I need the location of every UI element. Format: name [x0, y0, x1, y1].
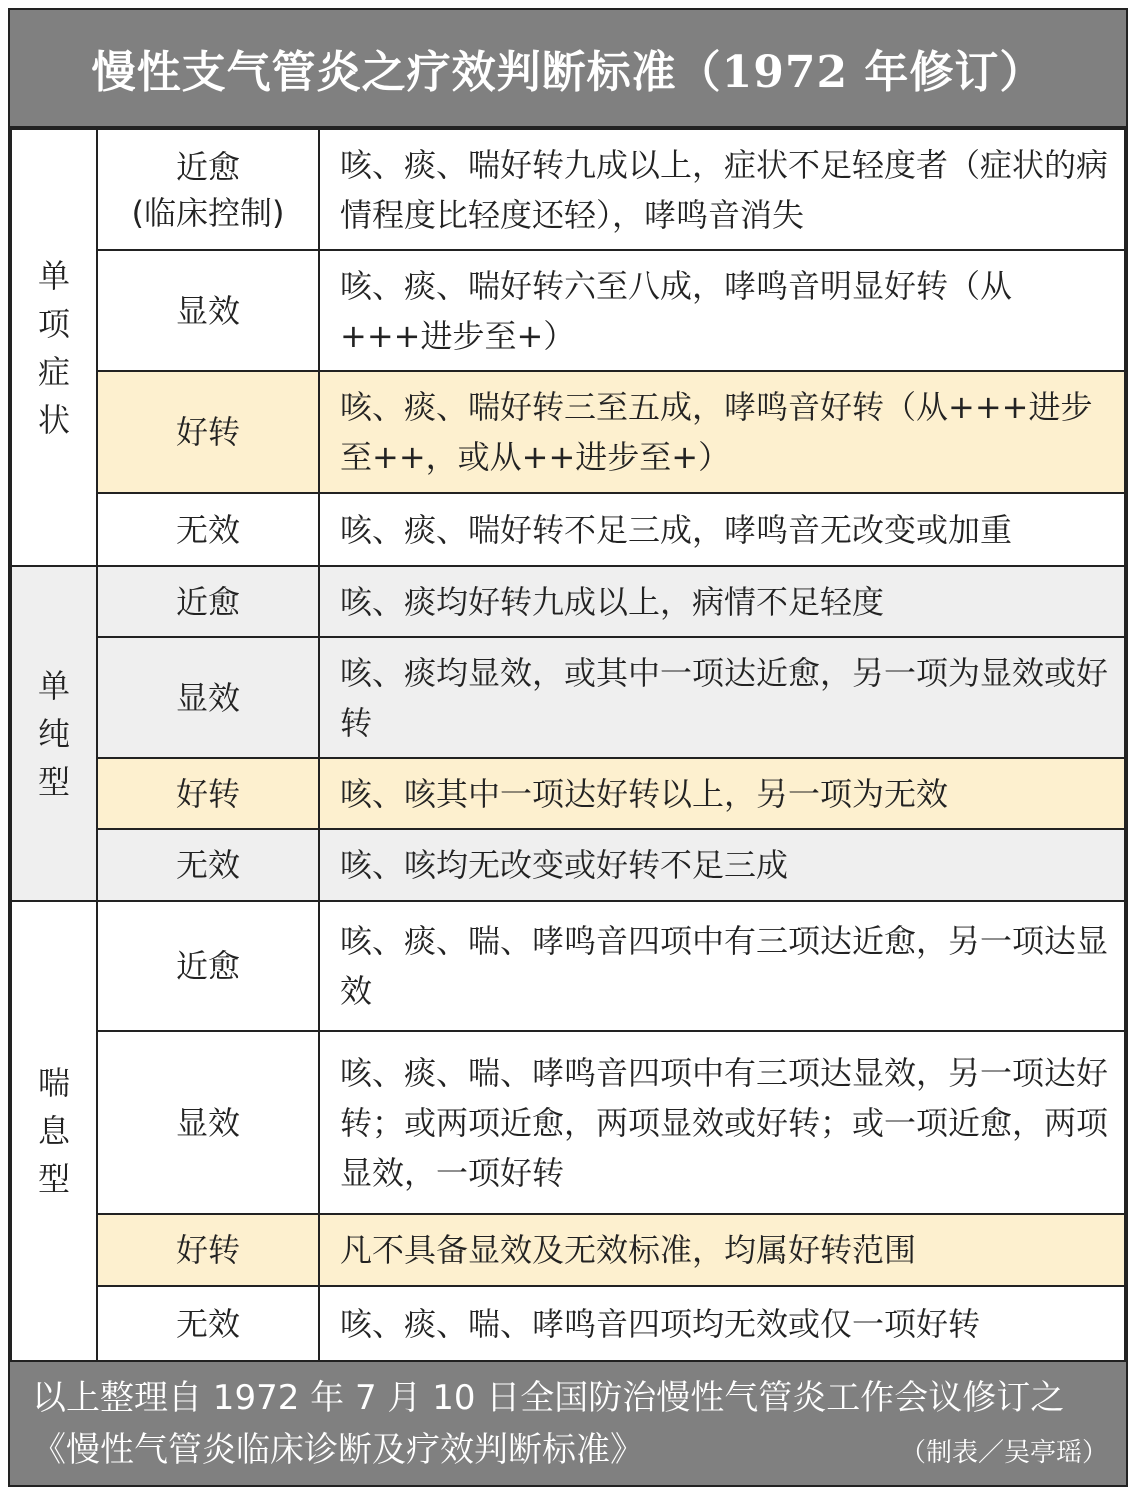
- table-row: [11, 566, 1125, 637]
- table-row: [11, 1031, 1125, 1214]
- level-cell: 好转: [97, 758, 319, 829]
- source-footer: [10, 1360, 1126, 1485]
- criteria-table: [10, 128, 1126, 1362]
- level-cell: 好转: [97, 1214, 319, 1286]
- desc-cell: 凡不具备显效及无效标准，均属好转范围: [319, 1214, 1125, 1286]
- level-cell: 无效: [97, 1286, 319, 1361]
- level-cell: 近愈: [97, 901, 319, 1031]
- group-cell-simple-type: 单纯型: [11, 566, 97, 901]
- table-frame: [8, 8, 1128, 1487]
- level-cell: 显效: [97, 1031, 319, 1214]
- table-row: [11, 1286, 1125, 1361]
- desc-cell: 咳、痰、喘、哮鸣音四项中有三项达近愈，另一项达显效: [319, 901, 1125, 1031]
- table-row: [11, 637, 1125, 758]
- desc-cell: 咳、咳其中一项达好转以上，另一项为无效: [319, 758, 1125, 829]
- group-cell-asthmatic-type: 喘息型: [11, 901, 97, 1361]
- desc-cell: 咳、咳均无改变或好转不足三成: [319, 829, 1125, 901]
- table-row: [11, 758, 1125, 829]
- level-cell: 无效: [97, 829, 319, 901]
- source-line: 以上整理自 1972 年 7 月 10 日全国防治慢性气管炎工作会议修订之: [32, 1378, 1065, 1418]
- page-title: 慢性支气管炎之疗效判断标准（1972 年修订）: [10, 10, 1126, 128]
- source-document-title: 《慢性气管炎临床诊断及疗效判断标准》: [32, 1430, 644, 1470]
- level-cell: 无效: [97, 493, 319, 566]
- desc-cell: 咳、痰、喘、哮鸣音四项中有三项达显效，另一项达好转；或两项近愈，两项显效或好转；或一项近愈，两项显效，一项好转: [319, 1031, 1125, 1214]
- level-cell: 好转: [97, 371, 319, 493]
- level-cell: 显效: [97, 250, 319, 371]
- desc-cell: 咳、痰、喘好转不足三成，哮鸣音无改变或加重: [319, 493, 1125, 566]
- table-row: [11, 493, 1125, 566]
- level-cell: 显效: [97, 637, 319, 758]
- table-row: [11, 829, 1125, 901]
- table-row: [11, 901, 1125, 1031]
- desc-cell: 咳、痰、喘好转六至八成，哮鸣音明显好转（从+++进步至+）: [319, 250, 1125, 371]
- desc-cell: 咳、痰均显效，或其中一项达近愈，另一项为显效或好转: [319, 637, 1125, 758]
- table-row: [11, 129, 1125, 250]
- table-row: [11, 1214, 1125, 1286]
- desc-cell: 咳、痰均好转九成以上，病情不足轻度: [319, 566, 1125, 637]
- group-cell-single-symptom: 单项症状: [11, 129, 97, 566]
- desc-cell: 咳、痰、喘好转三至五成，哮鸣音好转（从+++进步至++，或从++进步至+）: [319, 371, 1125, 493]
- desc-cell: 咳、痰、喘、哮鸣音四项均无效或仅一项好转: [319, 1286, 1125, 1361]
- table-row: [11, 371, 1125, 493]
- table-row: [11, 250, 1125, 371]
- desc-cell: 咳、痰、喘好转九成以上，症状不足轻度者（症状的病情程度比轻度还轻），哮鸣音消失: [319, 129, 1125, 250]
- source-title-line: [32, 1424, 1108, 1479]
- level-cell: 近愈 (临床控制): [97, 129, 319, 250]
- level-cell: 近愈: [97, 566, 319, 637]
- table-credit: （制表／吴亭瑶）: [899, 1438, 1108, 1468]
